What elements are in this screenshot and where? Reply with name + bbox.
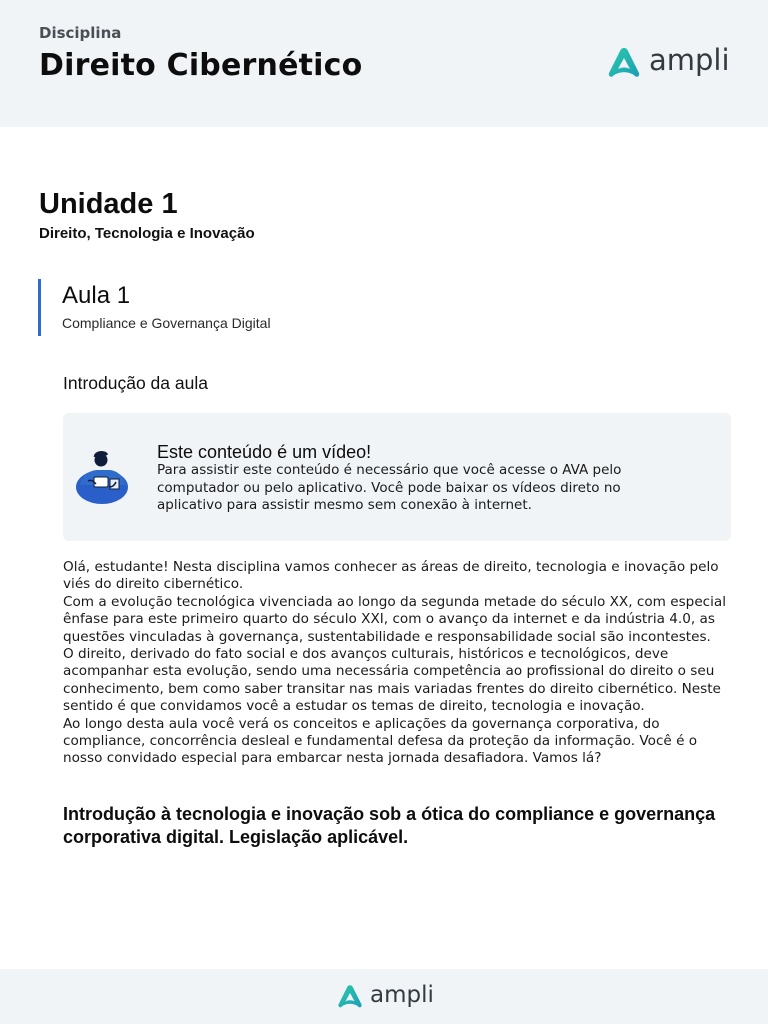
logo-wordmark: ampli xyxy=(649,43,730,77)
intro-paragraph: O direito, derivado do fato social e dos avanços culturais, históricos e tecnológicos, deve acompanhar esta evolução, sendo uma necessária competência ao profissional do direito o seu conhecimento, bem como saber transitar nas mais variadas frentes do direito cibernético. Neste sentido é que convidamos você a estudar os temas de direito, tecnologia e inovação. xyxy=(63,646,721,715)
unit-subtitle: Direito, Tecnologia e Inovação xyxy=(39,225,255,242)
footer-logo-wordmark: ampli xyxy=(370,981,434,1008)
section-heading: Introdução da aula xyxy=(63,373,208,393)
topic-heading: Introdução à tecnologia e inovação sob a ótica do compliance e governança corporativa digital. Legislação aplicável. xyxy=(63,804,716,847)
ampli-a-icon xyxy=(335,983,365,1009)
video-notice-card xyxy=(63,413,731,541)
intro-text xyxy=(63,559,739,768)
intro-paragraph: Com a evolução tecnológica vivenciada ao longo da segunda metade do século XX, com especial ênfase para este primeiro quarto do século XXI, com o avanço da internet e da indústria 4.0, as questões vinculadas à governança, sustentabilidade e responsabilidade social são incontestes. xyxy=(63,593,727,645)
discipline-label: Disciplina xyxy=(39,24,122,42)
ampli-logo xyxy=(605,45,730,79)
lesson-title: Aula 1 xyxy=(62,282,131,309)
course-title: Direito Cibernético xyxy=(39,48,363,83)
video-notice-text: Para assistir este conteúdo é necessário que você acesse o AVA pelo computador ou pelo aplicativo. Você pode baixar os vídeos direto no aplicativo para assistir mesmo sem conexão à internet. xyxy=(157,462,622,513)
footer-ampli-logo xyxy=(335,983,434,1009)
student-video-illustration xyxy=(74,449,130,505)
lesson-accent-bar xyxy=(38,279,41,336)
ampli-a-icon xyxy=(605,45,643,79)
lesson-subtitle: Compliance e Governança Digital xyxy=(62,315,271,331)
page-footer xyxy=(0,969,768,1024)
unit-title: Unidade 1 xyxy=(39,188,178,220)
video-notice-title: Este conteúdo é um vídeo! xyxy=(157,442,372,462)
intro-paragraph: Ao longo desta aula você verá os conceitos e aplicações da governança corporativa, do compliance, concorrência desleal e fundamental defesa da proteção da informação. Você é o nosso convidado especial para embarcar nesta jornada desafiadora. Vamos lá? xyxy=(63,715,698,767)
intro-paragraph: Olá, estudante! Nesta disciplina vamos conhecer as áreas de direito, tecnologia e inovação pelo viés do direito cibernético. xyxy=(63,559,719,593)
page-header xyxy=(0,0,768,127)
